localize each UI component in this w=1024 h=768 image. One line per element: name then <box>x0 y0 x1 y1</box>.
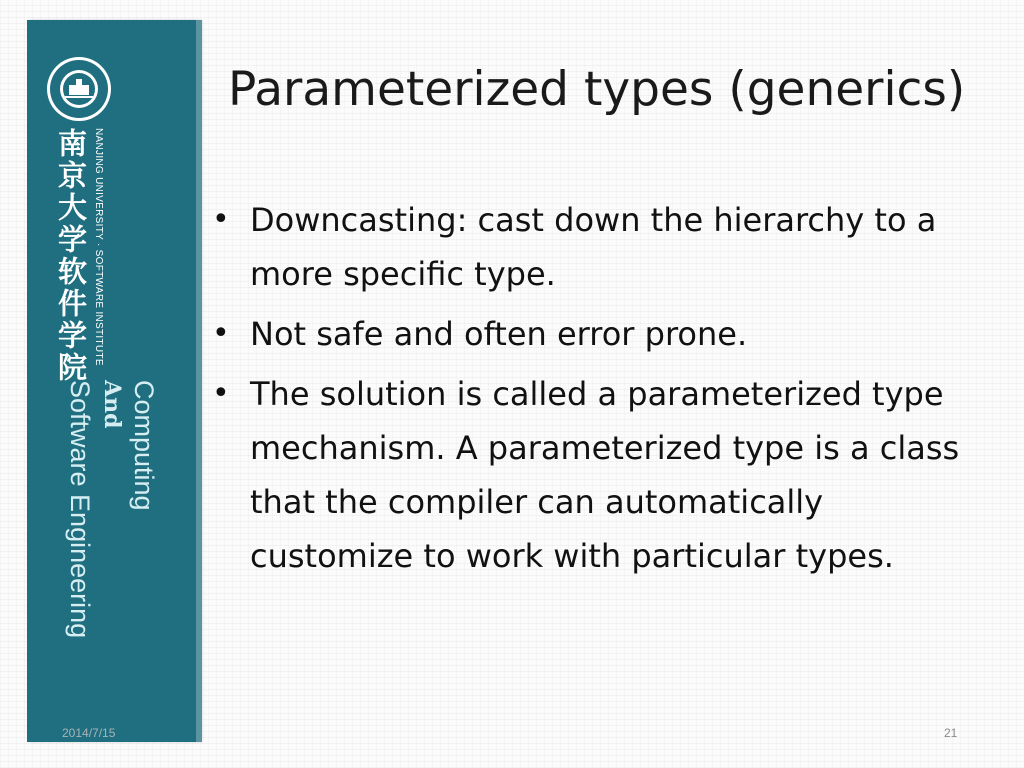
university-name-chinese: 南京大学软件学院 <box>54 128 88 384</box>
sidebar-edge <box>196 20 202 742</box>
bullet-icon: • <box>212 202 230 237</box>
bullet-text: Not safe and often error prone. <box>250 315 748 353</box>
course-title-line-3: Software Engineering <box>65 380 95 639</box>
course-title <box>50 380 160 710</box>
course-title-line-2: And <box>99 380 125 429</box>
bullet-icon: • <box>212 316 230 351</box>
slide-page-number: 21 <box>944 726 958 740</box>
university-name-english: NANJING UNIVERSITY · SOFTWARE INSTITUTE <box>93 128 104 366</box>
bullet-item <box>210 193 970 301</box>
slide-date: 2014/7/15 <box>62 726 116 740</box>
bullet-item <box>210 307 970 361</box>
university-logo-icon <box>45 55 113 123</box>
slide-title: Parameterized types (generics) <box>228 62 966 117</box>
bullet-item <box>210 367 970 583</box>
course-title-line-1: Computing <box>129 380 159 511</box>
bullet-list <box>210 193 970 589</box>
bullet-icon: • <box>212 376 230 411</box>
bullet-text: The solution is called a parameterized type mechanism. A parameterized type is a class that the compiler can automatically customize to work with particular types. <box>250 375 960 575</box>
bullet-text: Downcasting: cast down the hierarchy to a more specific type. <box>250 201 937 293</box>
